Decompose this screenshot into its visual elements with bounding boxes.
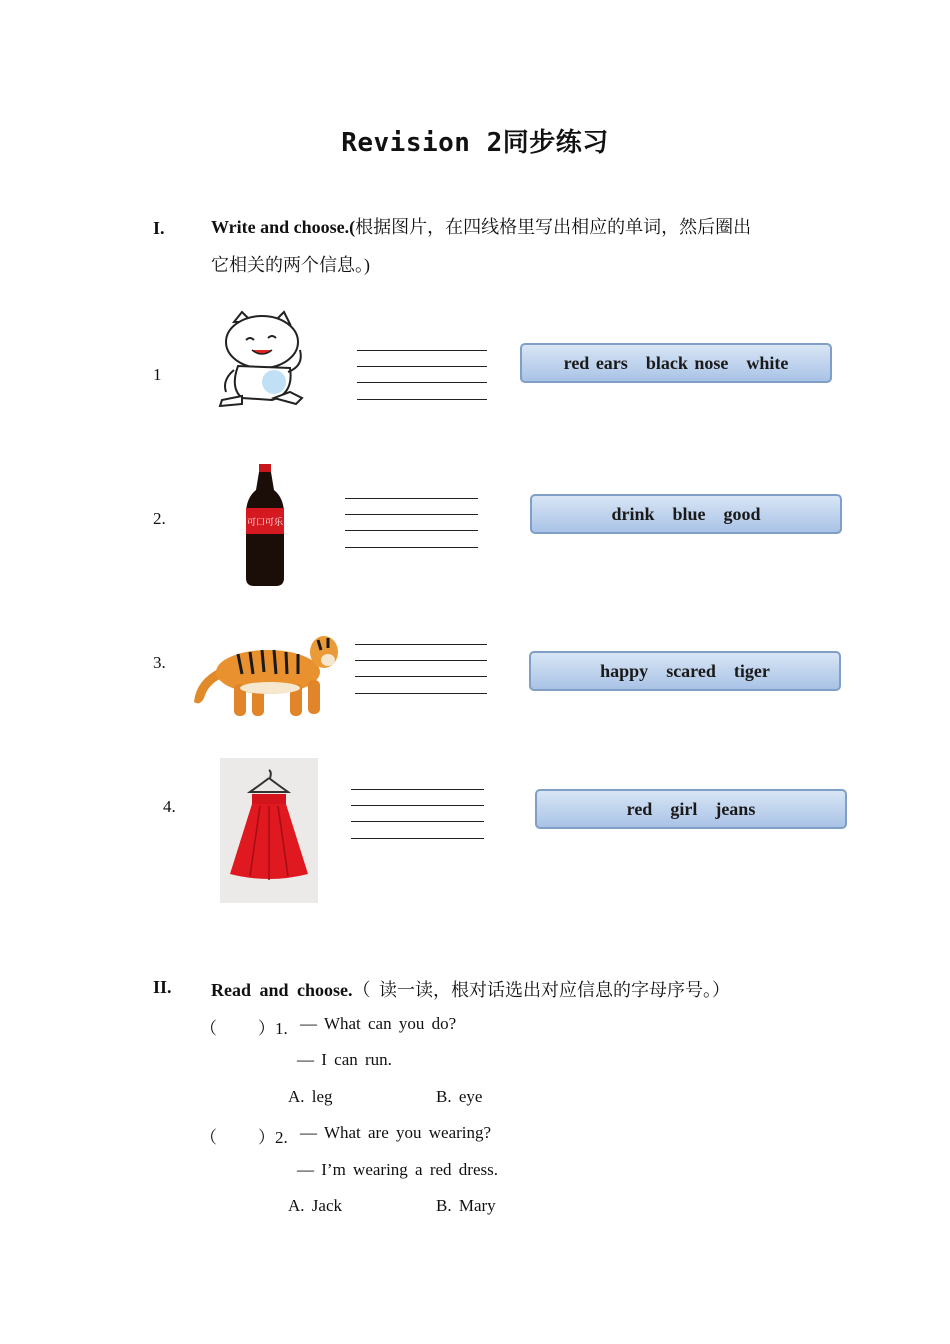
section1-heading: Write and choose.( (211, 217, 356, 237)
q1-number: ）1. (258, 1019, 288, 1038)
q2-question: — What are you wearing? (300, 1123, 492, 1142)
q1-open-paren: （ (200, 1019, 217, 1038)
option-blue[interactable]: blue (672, 503, 706, 524)
option-scared[interactable]: scared (666, 660, 716, 681)
item-3-number: 3. (153, 653, 166, 672)
section2-instruction-cn: （ 读一读，根对话选出对应信息的字母序号。） (352, 980, 731, 1000)
option-jeans[interactable]: jeans (715, 798, 756, 819)
bottle-label: 可口可乐 (246, 518, 284, 528)
option-good[interactable]: good (723, 503, 761, 524)
red-skirt-image (220, 758, 318, 903)
q1-option-a[interactable]: A. leg (288, 1087, 333, 1106)
q2-number: ）2. (258, 1128, 288, 1147)
option-girl[interactable]: girl (670, 798, 698, 819)
section2-heading: Read and choose. (211, 980, 353, 1000)
q2-option-a[interactable]: A. Jack (288, 1196, 342, 1215)
option-happy[interactable]: happy (600, 660, 649, 681)
section1-instruction-cn: 根据图片，在四线格里写出相应的单词，然后圈出 (355, 217, 752, 237)
item-2-writing-lines[interactable] (345, 498, 478, 548)
q2-option-b[interactable]: B. Mary (436, 1196, 496, 1215)
tiger-image (190, 628, 340, 722)
item-3-options-box (529, 651, 841, 691)
section1-instruction-cn-2: 它相关的两个信息。) (211, 255, 370, 275)
item-1-number: 1 (153, 365, 162, 384)
item-1-options-box (520, 343, 832, 383)
item-2-number: 2. (153, 509, 166, 528)
cat-cartoon-image (212, 308, 312, 410)
option-red[interactable]: red (626, 798, 653, 819)
section2-number: II. (153, 977, 172, 997)
page-title: Revision 2同步练习 (341, 128, 609, 158)
section1-instruction (211, 208, 831, 284)
section1-number: I. (153, 218, 165, 238)
option-white[interactable]: white (746, 352, 789, 373)
item-1-writing-lines[interactable] (357, 350, 487, 400)
q2-open-paren: （ (200, 1128, 217, 1147)
q1-option-b[interactable]: B. eye (436, 1087, 483, 1106)
option-black-nose[interactable]: black nose (645, 352, 729, 373)
option-red-ears[interactable]: red ears (563, 352, 628, 373)
cola-bottle-image (240, 462, 290, 588)
q1-answer: — I can run. (297, 1050, 392, 1069)
item-4-number: 4. (163, 797, 176, 816)
q1-question: — What can you do? (300, 1014, 457, 1033)
item-3-writing-lines[interactable] (355, 644, 487, 694)
item-2-options-box (530, 494, 842, 534)
item-4-writing-lines[interactable] (351, 789, 484, 839)
section2-instruction (211, 976, 730, 1002)
option-drink[interactable]: drink (611, 503, 655, 524)
item-4-options-box (535, 789, 847, 829)
option-tiger[interactable]: tiger (733, 660, 770, 681)
q2-answer: — I’m wearing a red dress. (297, 1160, 498, 1179)
